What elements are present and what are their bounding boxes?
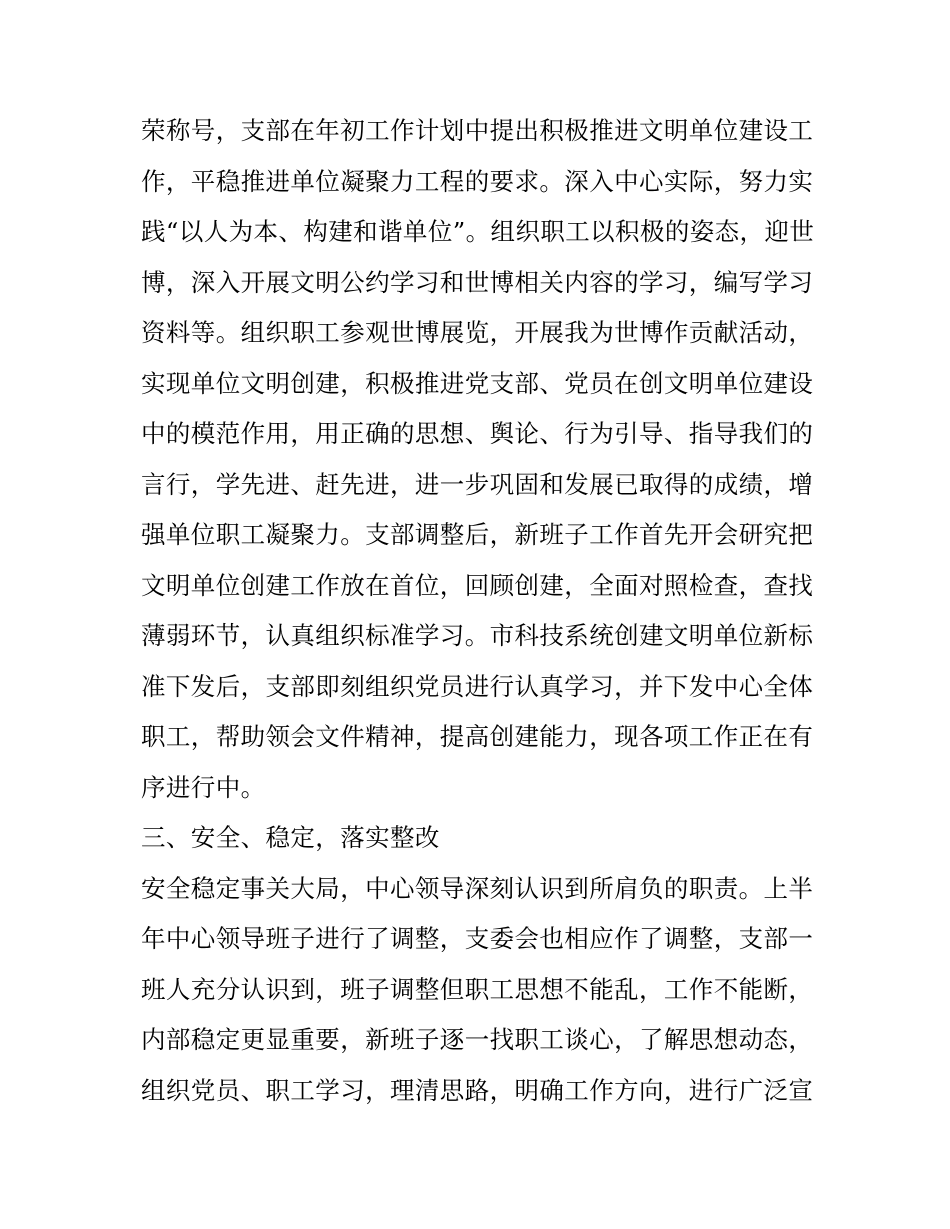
text-line: 年中心领导班子进行了调整，支委会也相应作了调整，支部一 [141,924,814,953]
document-body [141,106,813,1116]
text-line: 组织党员、职工学习，理清思路，明确工作方向，进行广泛宣 [141,1075,814,1105]
text-line: 资料等。组织职工参观世博展览，开展我为世博作贡献活动， [141,318,814,347]
text-line: 中的模范作用，用正确的思想、舆论、行为引导、指导我们的 [141,419,814,448]
text-line: 准下发后，支部即刻组织党员进行认真学习，并下发中心全体 [141,671,814,701]
text-line: 文明单位创建工作放在首位，回顾创建，全面对照检查，查找 [141,570,814,600]
text-line: 言行，学先进、赶先进，进一步巩固和发展已取得的成绩，增 [141,469,814,499]
text-line: 强单位职工凝聚力。支部调整后，新班子工作首先开会研究把 [141,520,814,549]
text-line: 践“以人为本、构建和谐单位”。组织职工以积极的姿态，迎世 [141,217,815,246]
text-line: 内部稳定更显重要，新班子逐一找职工谈心，了解思想动态， [141,1025,814,1054]
text-line: 荣称号，支部在年初工作计划中提出积极推进文明单位建设工 [141,116,814,145]
section-heading: 三、安全、稳定，落实整改 [141,823,440,852]
text-line: 薄弱环节，认真组织标准学习。市科技系统创建文明单位新标 [141,621,814,650]
text-line: 实现单位文明创建，积极推进党支部、党员在创文明单位建设 [141,368,814,398]
text-line: 职工，帮助领会文件精神，提高创建能力，现各项工作正在有 [141,722,814,751]
text-line: 博，深入开展文明公约学习和世博相关内容的学习，编写学习 [141,267,814,297]
text-line: 安全稳定事关大局，中心领导深刻认识到所肩负的职责。上半 [141,873,814,903]
text-line: 序进行中。 [141,772,266,802]
text-line: 作，平稳推进单位凝聚力工程的要求。深入中心实际，努力实 [141,166,814,196]
text-line: 班人充分认识到，班子调整但职工思想不能乱，工作不能断， [141,974,814,1004]
